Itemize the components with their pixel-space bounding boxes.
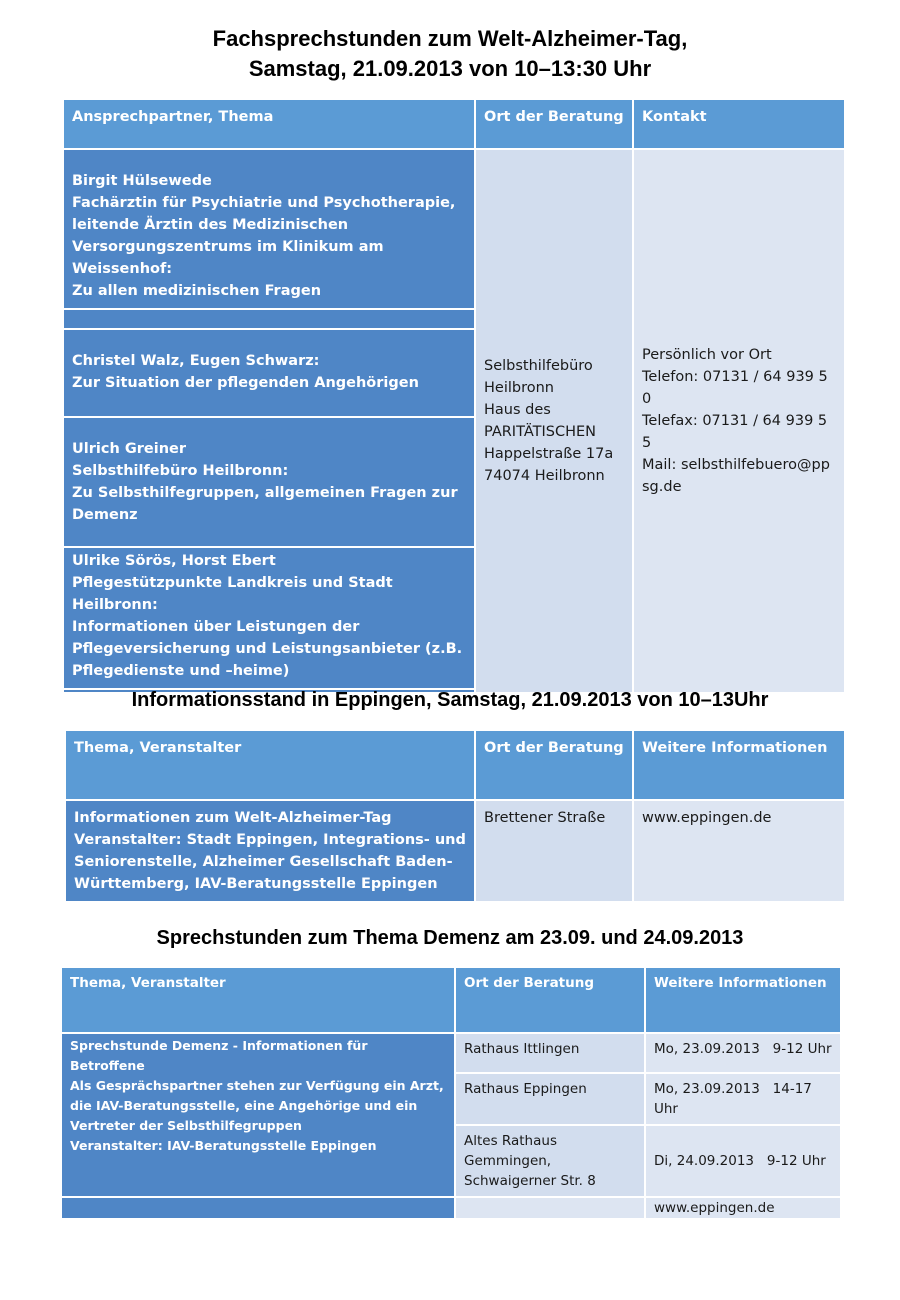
s3-location-ittlingen: Rathaus Ittlingen (456, 1034, 644, 1072)
s3-footer-empty-location (456, 1198, 644, 1218)
header-location: Ort der Beratung (476, 100, 632, 148)
section2-title: Informationsstand in Eppingen, Samstag, 21.09.2013 von 10–13Uhr (131, 689, 769, 711)
section1-title (0, 24, 900, 84)
s3-topic-cell: Sprechstunde Demenz - Informationen für Betroffene Als Gesprächspartner stehen zur Verfügung ein Arzt, die IAV-Beratungsstelle, eine Angehörige und ein Vertreter der Selbsthilfegruppen Veranstalter: IAV-Beratungsstelle Eppingen (62, 1034, 454, 1196)
s3-time-ittlingen: Mo, 23.09.2013 9-12 Uhr (646, 1034, 840, 1072)
s3-header-topic: Thema, Veranstalter (62, 968, 454, 1032)
section1-title-line1: Fachsprechstunden zum Welt-Alzheimer-Tag, (212, 26, 688, 51)
s3-header-info: Weitere Informationen (646, 968, 840, 1032)
s2-topic-cell: Informationen zum Welt-Alzheimer-Tag Veranstalter: Stadt Eppingen, Integrations- und Seniorenstelle, Alzheimer Gesellschaft Baden-Württemberg, IAV-Beratungsstelle Eppingen (66, 801, 474, 901)
section3-title: Sprechstunden zum Thema Demenz am 23.09. und 24.09.2013 (156, 927, 744, 949)
s3-location-gemmingen: Altes Rathaus Gemmingen, Schwaigerner Str. 8 (456, 1126, 644, 1196)
s3-footer-link[interactable]: www.eppingen.de (646, 1198, 840, 1218)
s2-header-info: Weitere Informationen (634, 731, 844, 799)
consultant-walz-schwarz: Christel Walz, Eugen Schwarz: Zur Situation der pflegenden Angehörigen (64, 330, 474, 416)
s3-footer-empty (62, 1198, 454, 1218)
info-stand-table (64, 729, 846, 903)
s2-header-location: Ort der Beratung (476, 731, 632, 799)
consultant-soeroes-ebert: Ulrike Sörös, Horst Ebert Pflegestützpunkte Landkreis und Stadt Heilbronn: Informationen über Leistungen der Pflegeversicherung und Leistungsanbieter (z.B. Pflegedienste und –heime) (64, 548, 474, 688)
header-contact-topic: Ansprechpartner, Thema (64, 100, 474, 148)
s3-location-eppingen: Rathaus Eppingen (456, 1074, 644, 1124)
s2-header-topic: Thema, Veranstalter (66, 731, 474, 799)
consultation-table (62, 98, 846, 694)
location-cell: Selbsthilfebüro Heilbronn Haus des PARITÄTISCHEN Happelstraße 17a 74074 Heilbronn (476, 150, 632, 692)
s2-info-link[interactable]: www.eppingen.de (634, 801, 844, 901)
consultation-hours-table (60, 966, 842, 1220)
contact-cell: Persönlich vor Ort Telefon: 07131 / 64 939 50 Telefax: 07131 / 64 939 55 Mail: selbsthilfebuero@ppsg.de (634, 150, 844, 692)
s3-header-location: Ort der Beratung (456, 968, 644, 1032)
consultant-huelsewede: Birgit Hülsewede Fachärztin für Psychiatrie und Psychotherapie, leitende Ärztin des Medizinischen Versorgungszentrums im Klinikum am Weissenhof: Zu allen medizinischen Fragen (64, 150, 474, 308)
spacer-row (64, 310, 474, 328)
s2-location-cell: Brettener Straße (476, 801, 632, 901)
section1-title-line2: Samstag, 21.09.2013 von 10–13:30 Uhr (248, 56, 652, 81)
header-contact: Kontakt (634, 100, 844, 148)
s3-time-eppingen: Mo, 23.09.2013 14-17 Uhr (646, 1074, 840, 1124)
s3-time-gemmingen: Di, 24.09.2013 9-12 Uhr (646, 1126, 840, 1196)
consultant-greiner: Ulrich Greiner Selbsthilfebüro Heilbronn: Zu Selbsthilfegruppen, allgemeinen Fragen zur Demenz (64, 418, 474, 546)
